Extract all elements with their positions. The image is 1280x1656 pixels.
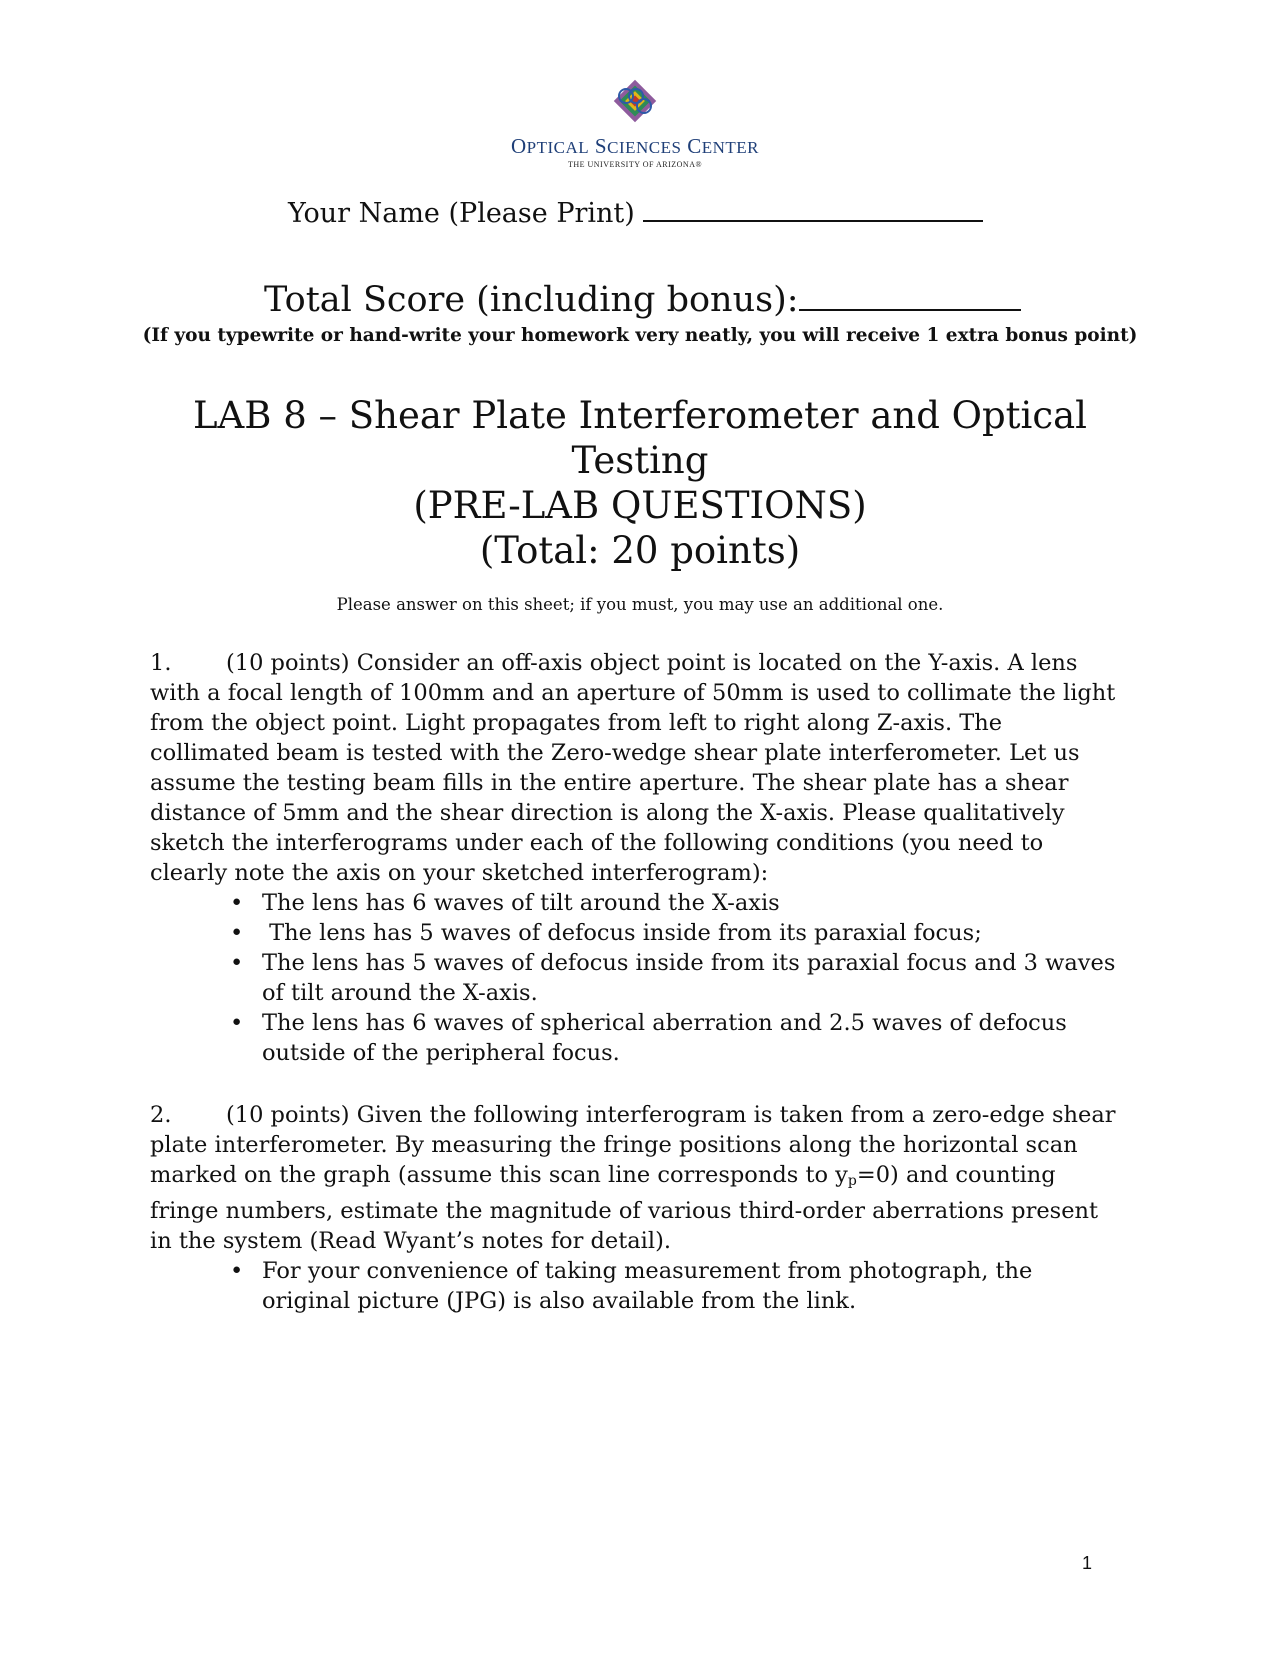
list-item: • The lens has 5 waves of defocus inside from its paraxial focus; bbox=[230, 920, 982, 946]
question-text-line: (10 points) Given the following interferogram is taken from a zero-edge shear bbox=[226, 1102, 1116, 1128]
name-blank-line bbox=[643, 196, 983, 222]
page-number: 1 bbox=[1082, 1553, 1093, 1573]
question-text-line: with a focal length of 100mm and an aperture of 50mm is used to collimate the light bbox=[150, 680, 1116, 706]
question-text-line: distance of 5mm and the shear direction is along the X-axis. Please qualitatively bbox=[150, 800, 1065, 826]
page-title bbox=[140, 393, 1140, 573]
question-text-line: clearly note the axis on your sketched interferogram): bbox=[150, 860, 769, 886]
list-item: • The lens has 6 waves of spherical aberration and 2.5 waves of defocus outside of the peripheral focus. bbox=[230, 1010, 1067, 1066]
question-text-line: sketch the interferograms under each of the following conditions (you need to bbox=[150, 830, 1044, 856]
question-2-notes bbox=[150, 1256, 1150, 1316]
question-text-line: (10 points) Consider an off-axis object point is located on the Y-axis. A lens bbox=[226, 650, 1078, 676]
question-2 bbox=[150, 1100, 1150, 1316]
list-item: • The lens has 6 waves of tilt around the X-axis bbox=[230, 890, 780, 916]
bullet-icon: • bbox=[230, 920, 244, 946]
question-text-line: marked on the graph (assume this scan line corresponds to $y_p=0$) and counting bbox=[150, 1162, 1056, 1189]
list-item: • For your convenience of taking measurement from photograph, the original picture (JPG) is also available from the link. bbox=[230, 1258, 1033, 1314]
title-line-3: (PRE-LAB QUESTIONS) bbox=[413, 484, 867, 527]
name-label: Your Name (Please Print) bbox=[288, 198, 635, 229]
total-score-field bbox=[264, 280, 1021, 320]
osc-emblem-icon bbox=[600, 78, 670, 130]
logo-subtitle: THE UNIVERSITY OF ARIZONA® bbox=[567, 160, 703, 169]
bullet-icon: • bbox=[230, 890, 244, 916]
question-1 bbox=[150, 648, 1150, 1068]
bullet-icon: • bbox=[230, 1010, 244, 1036]
question-text-line: plate interferometer. By measuring the fringe positions along the horizontal scan bbox=[150, 1132, 1078, 1158]
question-number: 1. bbox=[150, 650, 172, 676]
title-line-1: LAB 8 – Shear Plate Interferometer and Optical bbox=[192, 394, 1088, 437]
question-text-line: fringe numbers, estimate the magnitude of various third-order aberrations present bbox=[150, 1198, 1099, 1224]
list-item: • The lens has 5 waves of defocus inside from its paraxial focus and 3 waves of tilt around the X-axis. bbox=[230, 950, 1116, 1006]
question-text-line: from the object point. Light propagates from left to right along Z-axis. The bbox=[150, 710, 1003, 736]
question-text-line: collimated beam is tested with the Zero-wedge shear plate interferometer. Let us bbox=[150, 740, 1080, 766]
optical-sciences-center-logo bbox=[510, 78, 760, 178]
student-name-field bbox=[288, 196, 983, 229]
question-1-conditions bbox=[150, 888, 1150, 1068]
bullet-icon: • bbox=[230, 1258, 244, 1284]
bullet-icon: • bbox=[230, 950, 244, 976]
bonus-note: (If you typewrite or hand-write your homework very neatly, you will receive 1 extra bonus point) bbox=[142, 325, 1138, 346]
title-line-2: Testing bbox=[571, 439, 709, 482]
logo-wordmark: OPTICAL SCIENCES CENTER bbox=[511, 134, 759, 158]
instructions: Please answer on this sheet; if you must, you may use an additional one. bbox=[336, 595, 944, 614]
question-text-line: assume the testing beam fills in the entire aperture. The shear plate has a shear bbox=[150, 770, 1069, 796]
title-line-4: (Total: 20 points) bbox=[479, 529, 801, 572]
score-label: Total Score (including bonus): bbox=[264, 280, 799, 320]
question-number: 2. bbox=[150, 1102, 172, 1128]
score-blank-line bbox=[799, 281, 1021, 311]
question-text-line: in the system (Read Wyant’s notes for detail). bbox=[150, 1228, 672, 1254]
